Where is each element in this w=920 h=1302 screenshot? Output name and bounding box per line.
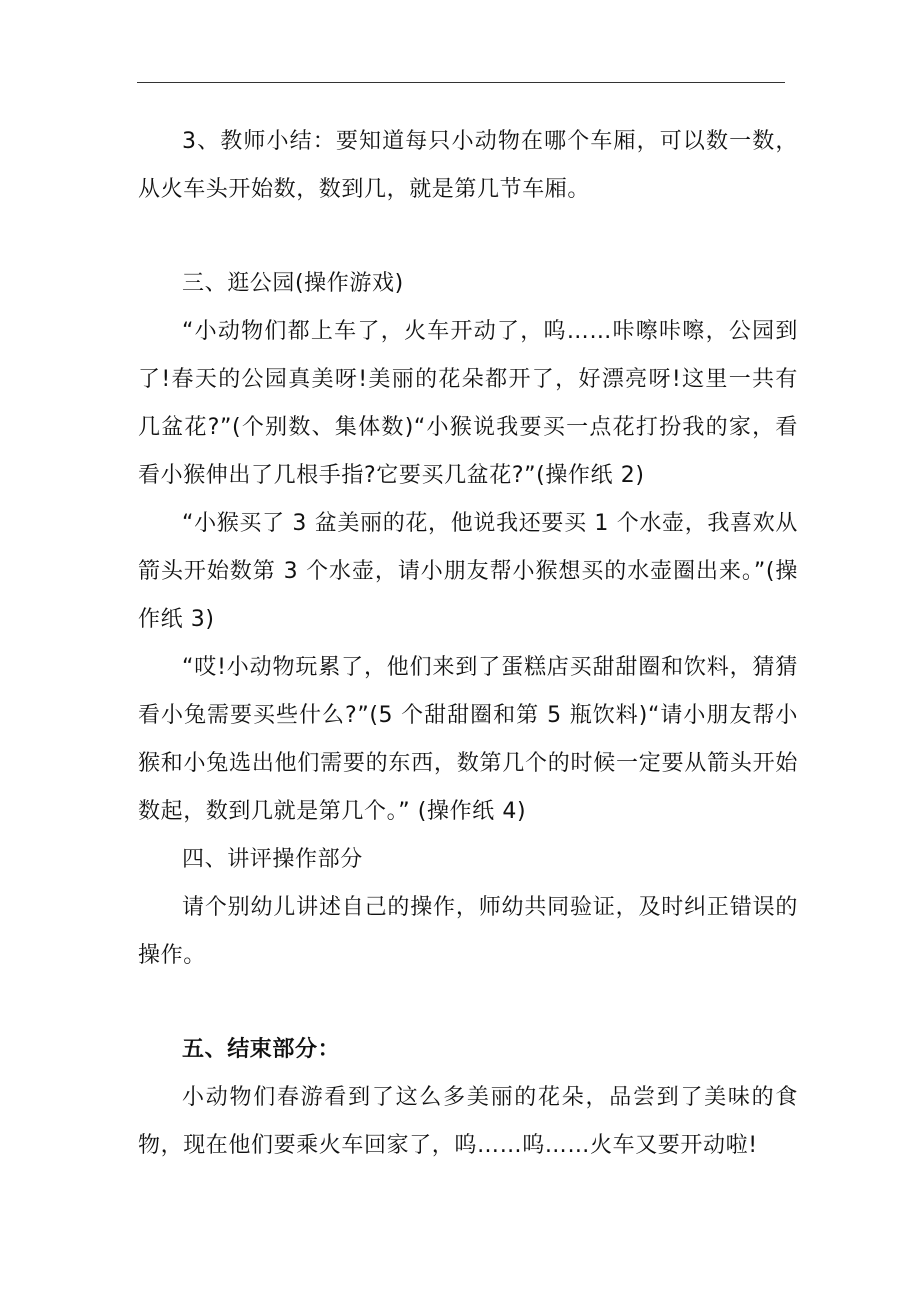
paragraph-ending: 小动物们春游看到了这么多美丽的花朵，品尝到了美味的食物，现在他们要乘火车回家了，呜……呜……火车又要开动啦! (138, 1085, 798, 1158)
section-heading-park: 三、逛公园(操作游戏) (182, 271, 404, 296)
paragraph-teacher-summary: 3、教师小结：要知道每只小动物在哪个车厢，可以数一数，从火车头开始数，数到几，就是第几节车厢。 (138, 129, 798, 202)
section-heading-ending: 五、结束部分： (182, 1037, 341, 1062)
section-heading-review: 四、讲评操作部分 (182, 847, 363, 872)
paragraph-cake-shop: “哎!小动物玩累了，他们来到了蛋糕店买甜甜圈和饮料，猜猜看小兔需要买些什么?”(5 个甜甜圈和第 5 瓶饮料)“请小朋友帮小猴和小兔选出他们需要的东西，数第几个的时候一定要从箭头开始数起，数到几就是第几个。” (操作纸 4) (138, 655, 798, 824)
paragraph-review: 请个别幼儿讲述自己的操作，师幼共同验证，及时纠正错误的操作。 (138, 895, 798, 968)
header-rule (137, 82, 785, 83)
paragraph-water-pot: “小猴买了 3 盆美丽的花，他说我还要买 1 个水壶，我喜欢从箭头开始数第 3 个水壶，请小朋友帮小猴想买的水壶圈出来。”(操作纸 3) (138, 511, 798, 632)
paragraph-park-intro: “小动物们都上车了，火车开动了，呜……咔嚓咔嚓，公园到了!春天的公园真美呀!美丽的花朵都开了，好漂亮呀!这里一共有几盆花?”(个别数、集体数)“小猴说我要买一点花打扮我的家，看看小猴伸出了几根手指?它要买几盆花?”(操作纸 2) (138, 319, 798, 488)
document-body (138, 118, 798, 1170)
